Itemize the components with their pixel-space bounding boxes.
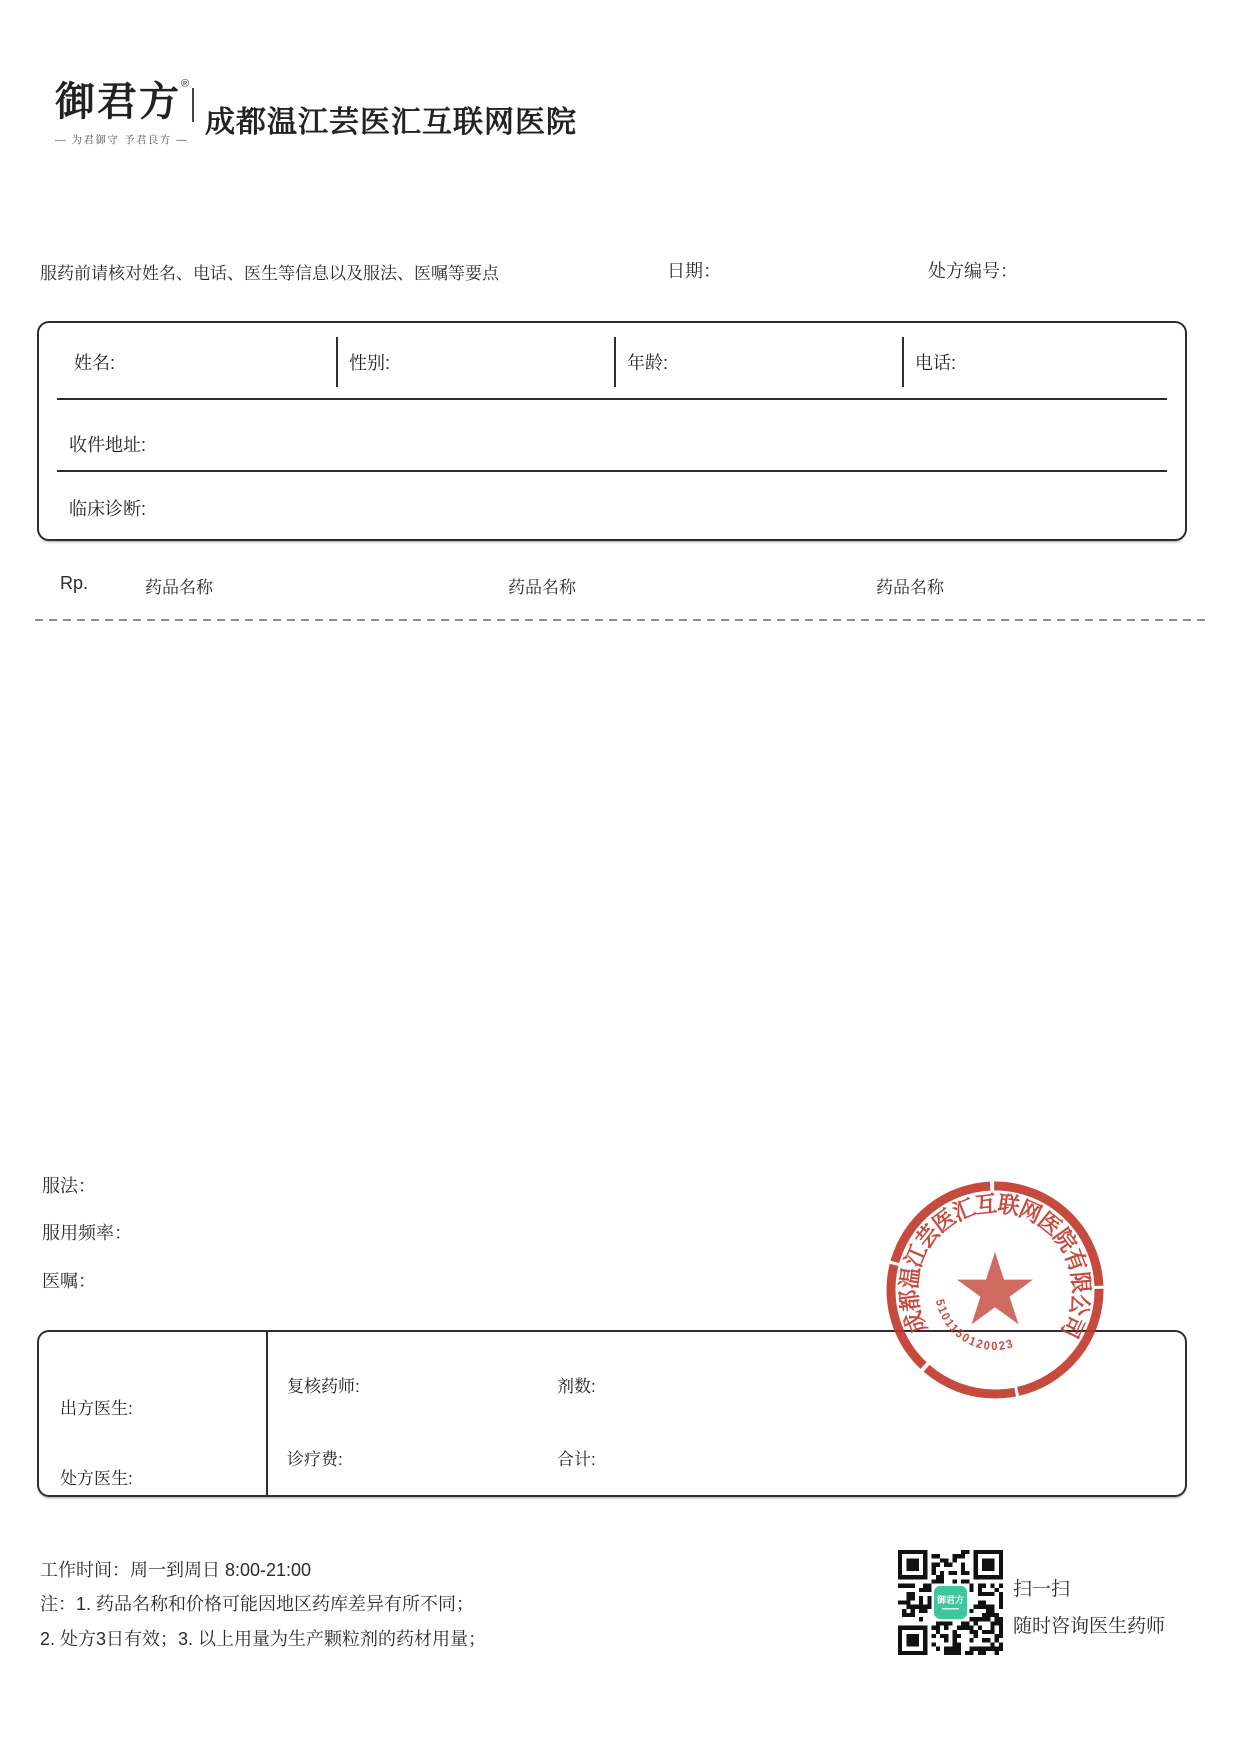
divider — [266, 1332, 268, 1495]
dashed-separator — [35, 619, 1207, 621]
divider — [902, 337, 904, 387]
verification-note: 服药前请核对姓名、电话、医生等信息以及服法、医嘱等要点 — [40, 264, 499, 283]
diagnosis-label: 临床诊断: — [69, 499, 147, 519]
company-seal-stamp — [878, 1173, 1112, 1407]
rx-number-label: 处方编号： — [928, 261, 1018, 281]
issuing-doctor-label: 出方医生: — [60, 1399, 133, 1418]
doctor-advice-label: 医嘱： — [42, 1271, 96, 1291]
stamp-company-name: 成都温江芸医汇互联网医院有限公司 — [895, 1190, 1095, 1343]
hospital-name-title: 成都温江芸医汇互联网医院 — [205, 106, 577, 139]
usage-label: 服法： — [42, 1176, 96, 1196]
prescribing-doctor-label: 处方医生: — [60, 1469, 133, 1488]
patient-info-box — [37, 321, 1187, 541]
qr-code — [898, 1550, 1003, 1655]
qr-logo-subline — [942, 1608, 959, 1610]
phone-label: 电话: — [915, 353, 957, 373]
consultation-fee-label: 诊疗费: — [287, 1450, 343, 1469]
working-hours: 工作时间：周一到周日 8:00-21:00 — [40, 1560, 312, 1580]
address-label: 收件地址: — [69, 435, 147, 455]
registered-trademark-icon: ® — [181, 78, 190, 90]
drug-name-column-header: 药品名称 — [145, 578, 213, 597]
frequency-label: 服用频率： — [42, 1223, 132, 1243]
name-label: 姓名: — [74, 353, 116, 373]
brand-tagline: — 为君御守 予君良方 — — [55, 134, 189, 146]
qr-logo-text: 御君方 — [936, 1595, 965, 1605]
divider — [336, 337, 338, 387]
divider — [57, 470, 1167, 472]
footer-note-2: 2. 处方3日有效；3. 以上用量为生产颗粒剂的药材用量； — [40, 1629, 487, 1649]
age-label: 年龄: — [627, 353, 669, 373]
dose-count-label: 剂数: — [557, 1377, 596, 1396]
gender-label: 性别: — [349, 353, 391, 373]
patient-row-basic — [39, 323, 1185, 398]
footer-note-1: 注：1. 药品名称和价格可能因地区药库差异有所不同； — [40, 1594, 475, 1614]
divider — [57, 398, 1167, 400]
scan-subtitle: 随时咨询医生药师 — [1013, 1616, 1166, 1637]
scan-title: 扫一扫 — [1013, 1579, 1071, 1600]
reviewing-pharmacist-label: 复核药师: — [287, 1377, 360, 1396]
stamp-serial-number: 5101150120023 — [932, 1297, 1017, 1354]
divider — [614, 337, 616, 387]
stamp-star — [957, 1252, 1033, 1324]
date-label: 日期： — [667, 261, 721, 281]
logo-vertical-divider — [192, 88, 194, 122]
brand-logo-text: 御君方 — [55, 78, 181, 125]
total-label: 合计: — [557, 1450, 596, 1469]
drug-name-column-header: 药品名称 — [508, 578, 576, 597]
brand-logo — [55, 78, 205, 147]
rp-label: Rp. — [60, 573, 89, 593]
drug-name-column-header: 药品名称 — [876, 578, 944, 597]
